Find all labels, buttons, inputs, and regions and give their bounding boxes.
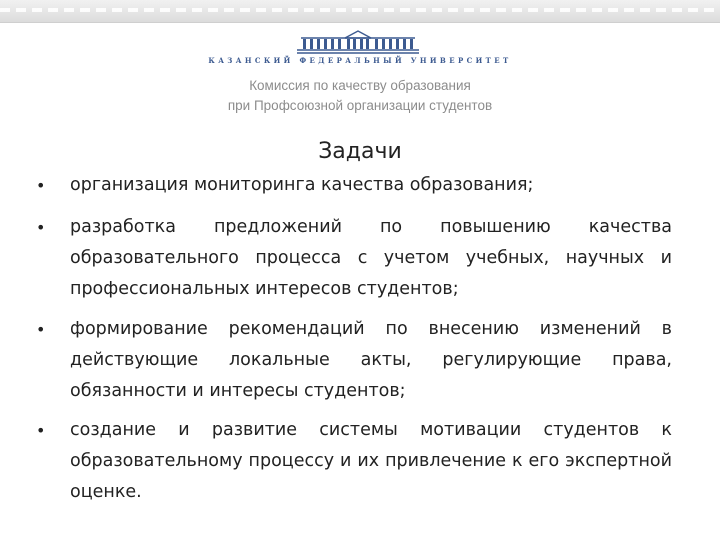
bullet-icon: • <box>36 176 46 195</box>
university-building-icon <box>295 29 421 55</box>
list-item-text: разработка предложений по повышению качества образовательного процесса с учетом учебных, научных и профессиональных интересов студентов; <box>70 217 672 299</box>
list-item <box>36 212 672 305</box>
commission-line-1: Комиссия по качеству образования <box>249 78 471 93</box>
bullet-icon: • <box>36 218 46 237</box>
university-name: КАЗАНСКИЙ ФЕДЕРАЛЬНЫЙ УНИВЕРСИТЕТ <box>208 56 512 65</box>
slide-title: Задачи <box>318 139 402 164</box>
list-item <box>36 314 672 407</box>
list-item-text: создание и развитие системы мотивации студентов к образовательному процессу и их привлечение к его экспертной оценке. <box>70 420 672 502</box>
commission-line-2: при Профсоюзной организации студентов <box>227 98 493 113</box>
bullet-icon: • <box>36 320 46 339</box>
list-item-text: формирование рекомендаций по внесению изменений в действующие локальные акты, регулирующие права, обязанности и интересы студентов; <box>70 319 672 401</box>
commission-heading <box>0 76 720 116</box>
top-decorative-band <box>0 0 720 23</box>
decorative-pattern <box>0 8 720 12</box>
list-item <box>36 415 672 508</box>
list-item <box>36 170 672 201</box>
list-item-text: организация мониторинга качества образования; <box>70 175 534 195</box>
bullet-icon: • <box>36 421 46 440</box>
